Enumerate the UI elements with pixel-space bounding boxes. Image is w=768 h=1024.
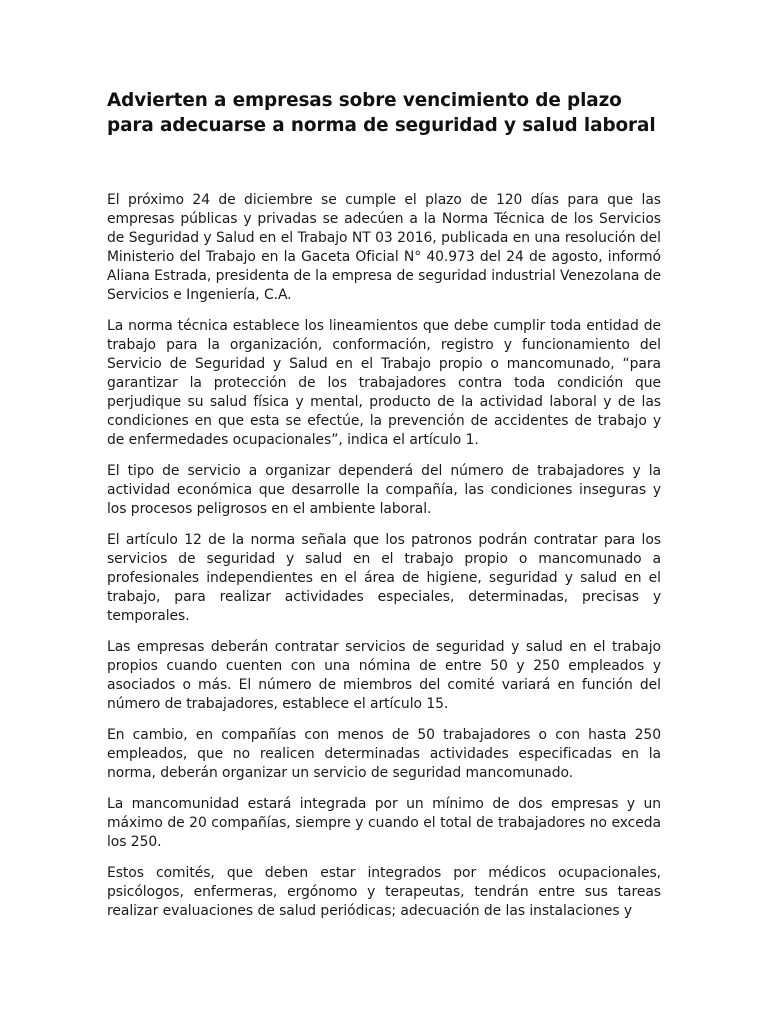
article-paragraph-5: Las empresas deberán contratar servicios de seguridad y salud en el trabajo propios cuando cuenten con una nómina de entre 50 y 250 empleados y asociados o más. El número de miembros del comité variará en función del número de trabajadores, establece el artículo 15. xyxy=(107,639,661,712)
article-paragraph-8: Estos comités, que deben estar integrados por médicos ocupacionales, psicólogos, enfermeras, ergónomo y terapeutas, tendrán entre sus tareas realizar evaluaciones de salud periódicas; adecuación de las instalaciones y xyxy=(107,865,661,919)
article-paragraph-4: El artículo 12 de la norma señala que los patronos podrán contratar para los servicios de seguridad y salud en el trabajo propio o mancomunado a profesionales independientes en el área de higiene, seguridad y salud en el trabajo, para realizar actividades especiales, determinadas, precisas y temporales. xyxy=(107,532,661,624)
article-paragraph-2: La norma técnica establece los lineamientos que debe cumplir toda entidad de trabajo para la organización, conformación, registro y funcionamiento del Servicio de Seguridad y Salud en el Trabajo propio o mancomunado, “para garantizar la protección de los trabajadores contra toda condición que perjudique su salud física y mental, producto de la actividad laboral y de las condiciones en que esta se efectúe, la prevención de accidentes de trabajo y de enfermedades ocupacionales”, indica el artículo 1. xyxy=(107,318,661,448)
document-page xyxy=(107,88,661,933)
article-title: Advierten a empresas sobre vencimiento de plazo para adecuarse a norma de seguridad y salud laboral xyxy=(107,90,656,136)
article-paragraph-7: La mancomunidad estará integrada por un mínimo de dos empresas y un máximo de 20 compañías, siempre y cuando el total de trabajadores no exceda los 250. xyxy=(107,796,661,850)
article-paragraph-6: En cambio, en compañías con menos de 50 trabajadores o con hasta 250 empleados, que no realicen determinadas actividades especificadas en la norma, deberán organizar un servicio de seguridad mancomunado. xyxy=(107,727,661,781)
article-paragraph-1: El próximo 24 de diciembre se cumple el plazo de 120 días para que las empresas públicas y privadas se adecúen a la Norma Técnica de los Servicios de Seguridad y Salud en el Trabajo NT 03 2016, publicada en una resolución del Ministerio del Trabajo en la Gaceta Oficial N° 40.973 del 24 de agosto, informó Aliana Estrada, presidenta de la empresa de seguridad industrial Venezolana de Servicios e Ingeniería, C.A. xyxy=(107,192,661,303)
article-paragraph-3: El tipo de servicio a organizar dependerá del número de trabajadores y la actividad económica que desarrolle la compañía, las condiciones inseguras y los procesos peligrosos en el ambiente laboral. xyxy=(107,463,661,517)
